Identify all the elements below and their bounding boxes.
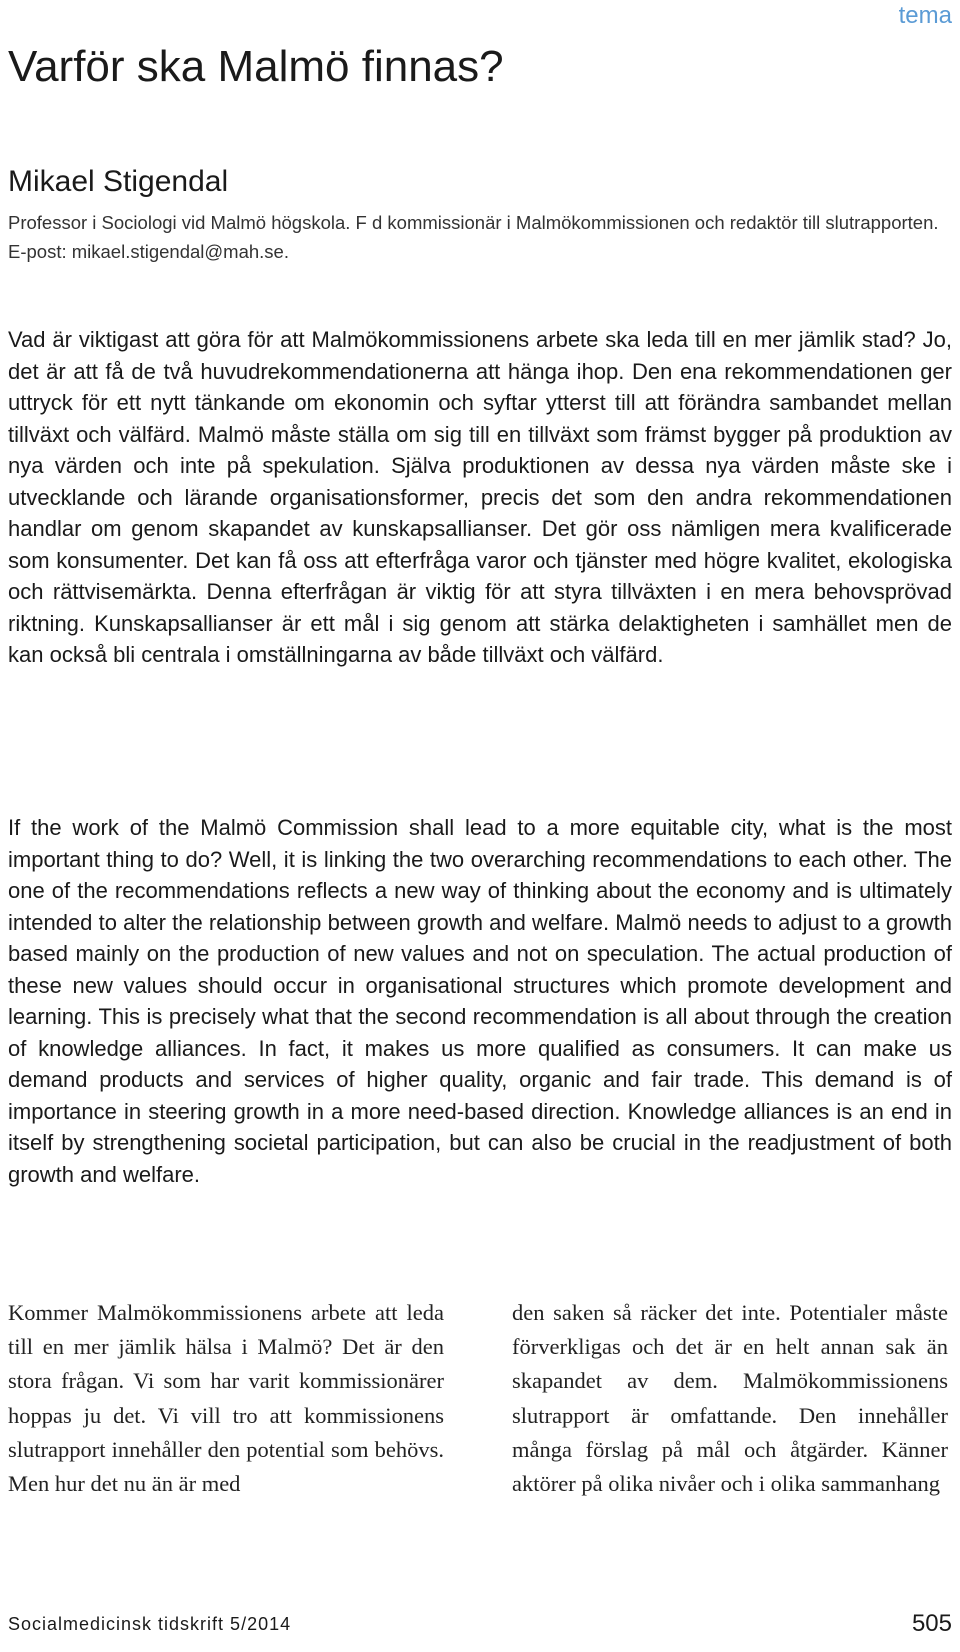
abstract-english: If the work of the Malmö Commission shall lead to a more equitable city, what is the most important thing to do? Well, it is linking the two overarching recommendations to each other. The one of the recommendations reflects a new way of thinking about the economy and is ultimately intended to alter the relationship between growth and welfare. Malmö needs to adjust to a growth based mainly on the production of new values and not on speculation. The actual production of these new values should occur in organisational structures which promote development and learning. This is precisely what that the second recommendation is all about through the creation of knowledge alliances. In fact, it makes us more qualified as consumers. It can make us demand products and services of higher quality, organic and fair trade. This demand is of importance in steering growth in a more need-based direction. Knowledge alliances is an end in itself by strengthening societal participation, but can also be crucial in the readjustment of both growth and welfare.	[8, 815, 952, 1187]
section-label: tema	[898, 2, 952, 29]
abstract-swedish: Vad är viktigast att göra för att Malmökommissionens arbete ska leda till en mer jämlik stad? Jo, det är att få de två huvudrekommendationerna att hänga ihop. Den ena rekommendationen ger uttryck för ett nytt tänkande om ekonomin och syftar ytterst till att förändra sambandet mellan tillväxt och välfärd. Malmö måste ställa om sig till en tillväxt som främst bygger på produktion av nya värden och inte på spekulation. Själva produktionen av dessa nya värden måste ske i utvecklande och lärande organisationsformer, precis det som den andra rekommendationen handlar om genom skapandet av kunskapsallianser. Det gör oss nämligen mera kvalificerade som konsumenter. Det kan få oss att efterfråga varor och tjänster med högre kvalitet, ekologiska och rättvisemärkta. Denna efterfrågan är viktig för att styra tillväxten i en mera behovsprövad riktning. Kunskapsallianser är ett mål i sig genom att stärka delaktigheten i samhället men de kan också bli centrala i omställningarna av både tillväxt och välfärd.	[8, 327, 952, 667]
author-name: Mikael Stigendal	[8, 165, 229, 198]
body-column-left: Kommer Malmökommissionens arbete att leda till en mer jämlik hälsa i Malmö? Det är den stora frågan. Vi som har varit kommissionärer hoppas ju det. Vi vill tro att kommissionens slutrapport innehåller den potential som behövs. Men hur det nu än är med	[8, 1300, 444, 1497]
author-affiliation: Professor i Sociologi vid Malmö högskola. F d kommissionär i Malmökommissionen och redaktör till slutrapporten. E-post: mikael.stigendal@mah.se.	[8, 212, 939, 262]
journal-footer: Socialmedicinsk tidskrift 5/2014	[8, 1614, 292, 1634]
page-number: 505	[911, 1610, 952, 1637]
article-title: Varför ska Malmö finnas?	[8, 42, 504, 91]
body-column-right: den saken så räcker det inte. Potentialer måste förverkligas och det är en helt annan sak än skapandet av dem. Malmökommissionens slutrapport är omfattande. Den innehåller många förslag på mål och åtgärder. Känner aktörer på olika nivåer och i olika sammanhang	[512, 1300, 948, 1497]
